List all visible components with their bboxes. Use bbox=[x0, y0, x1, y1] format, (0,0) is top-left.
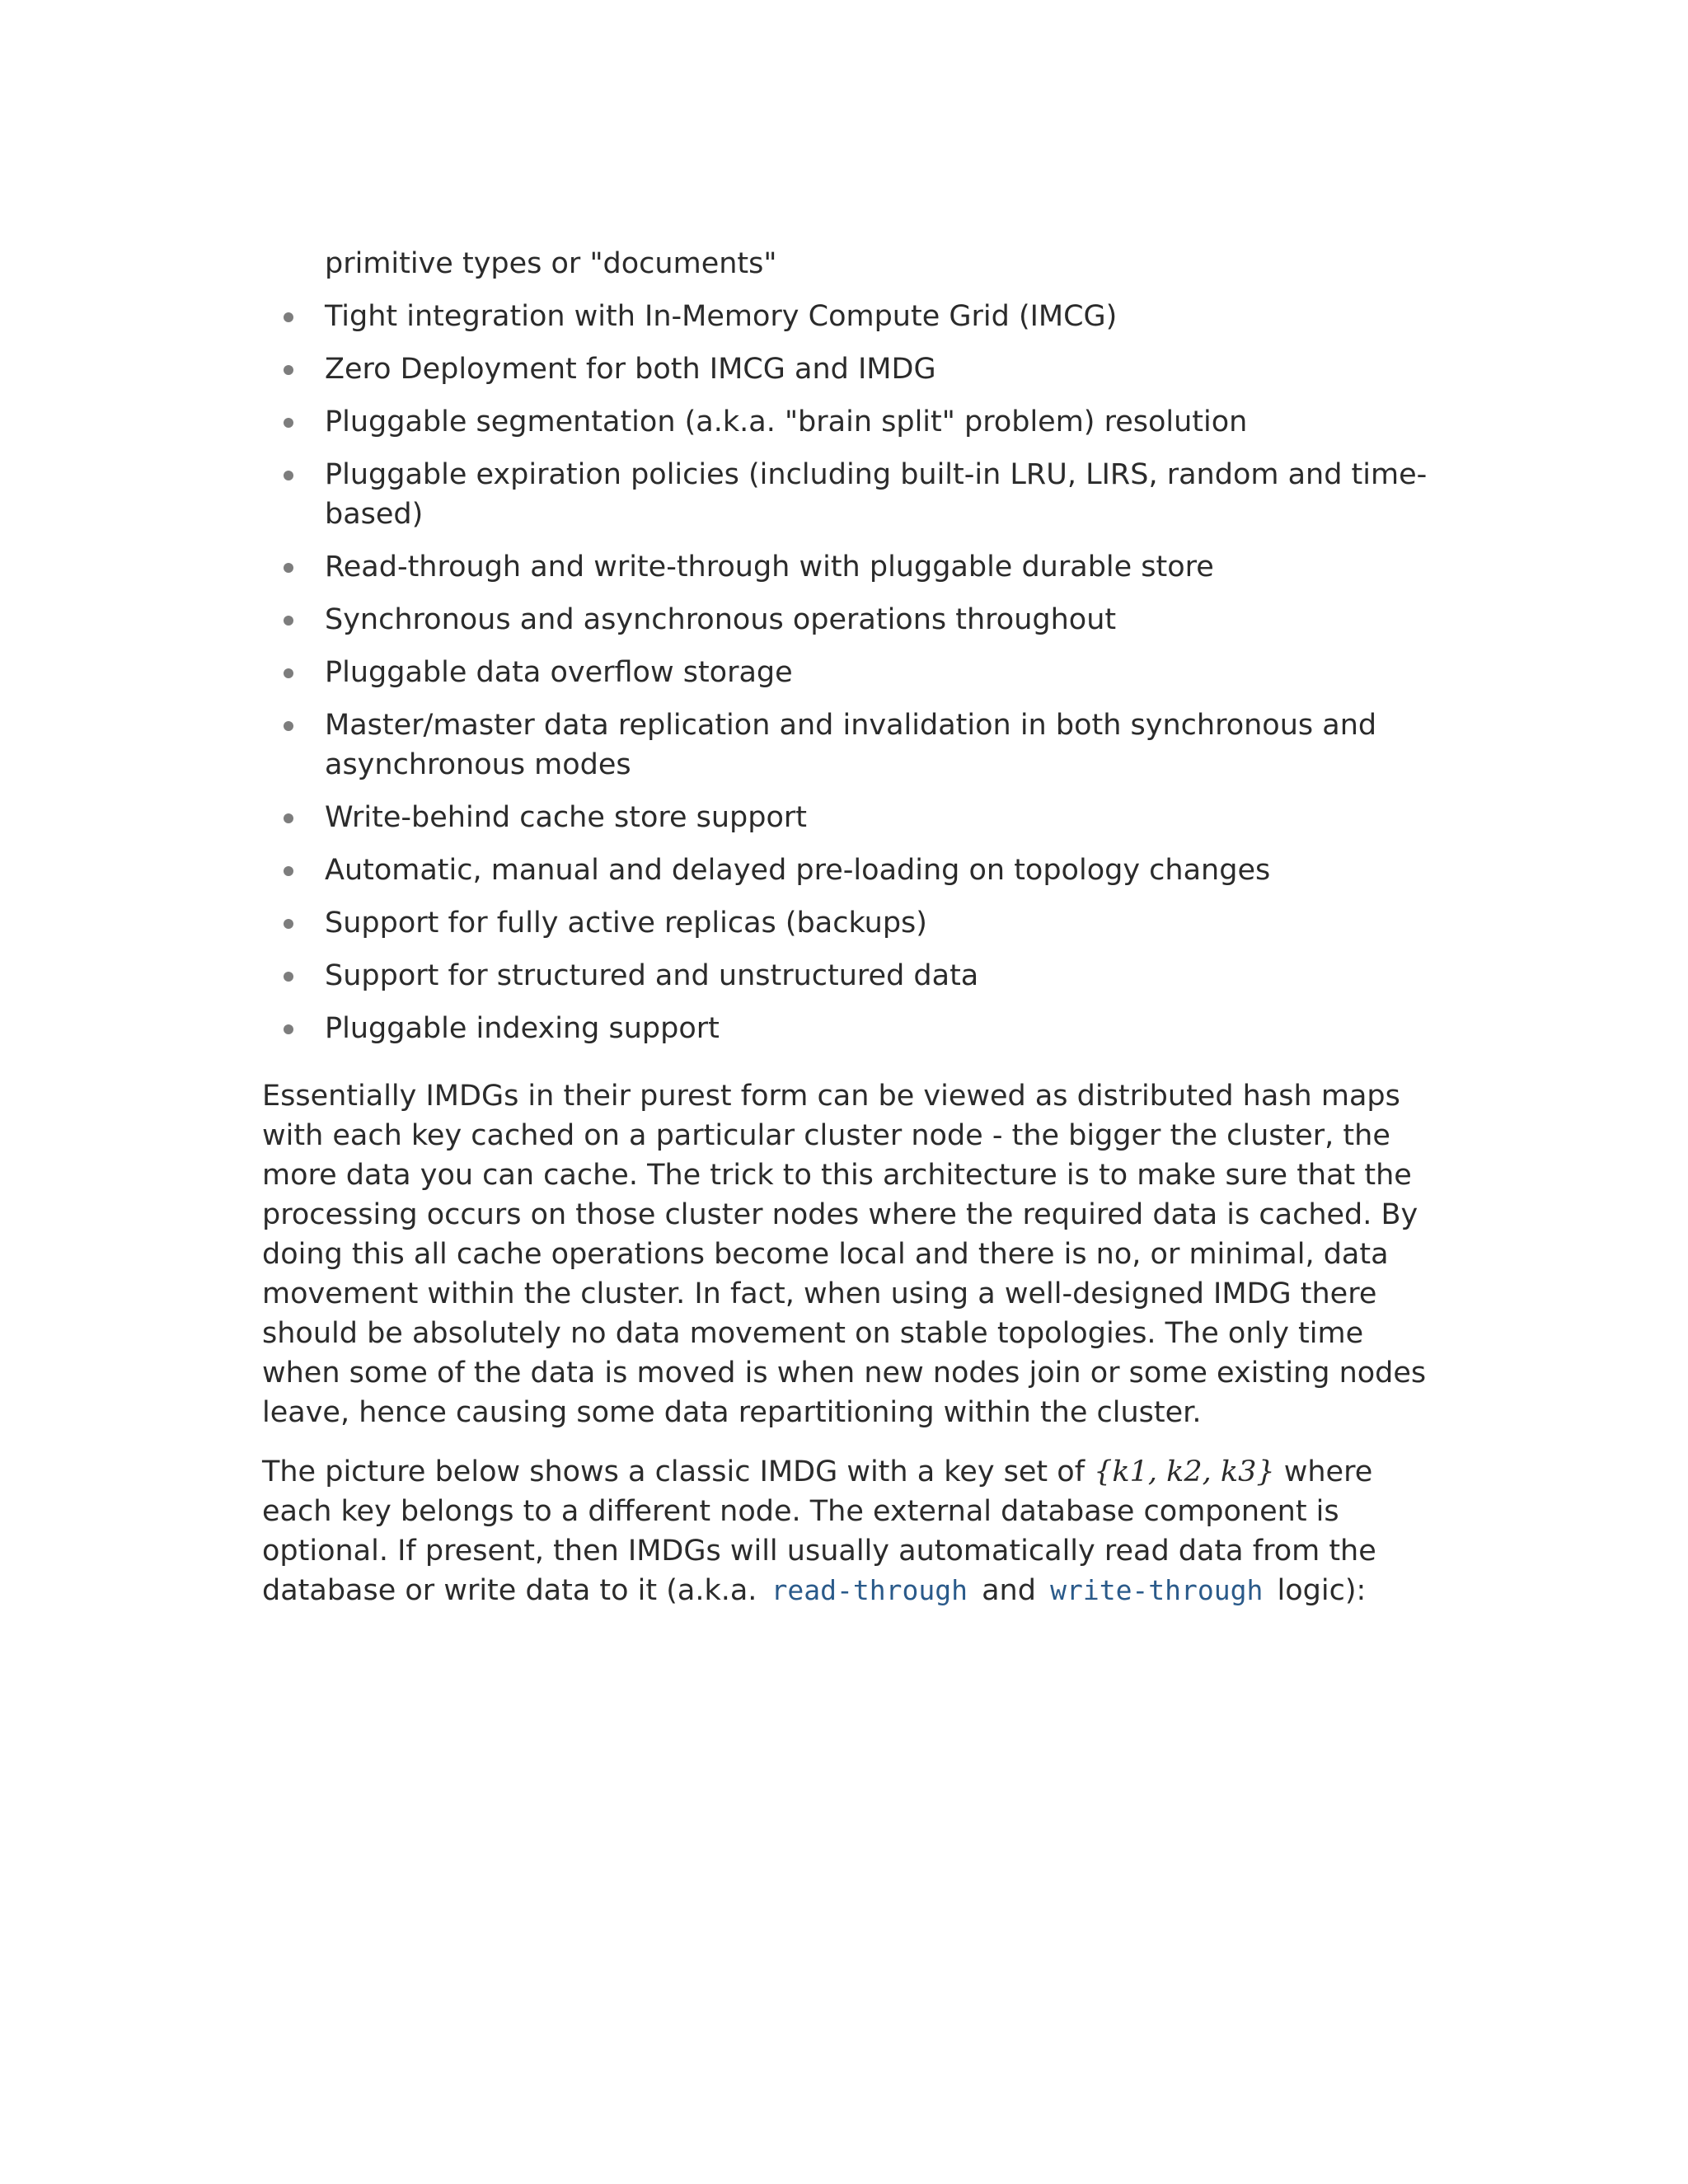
list-item-text: Support for fully active replicas (backups) bbox=[325, 907, 927, 940]
bullet-icon bbox=[284, 418, 293, 428]
bullet-icon bbox=[284, 1024, 293, 1034]
list-item-text: Tight integration with In-Memory Compute Grid (IMCG) bbox=[325, 300, 1118, 333]
bullet-icon bbox=[284, 721, 293, 731]
list-item-text: Master/master data replication and invalidation in both synchronous and asynchronous modes bbox=[325, 709, 1377, 781]
list-item-text: Write-behind cache store support bbox=[325, 801, 808, 834]
bullet-icon bbox=[284, 972, 293, 982]
key-set-text: {k1, k2, k3} bbox=[1094, 1455, 1275, 1488]
bullet-icon bbox=[284, 668, 293, 678]
bullet-icon bbox=[284, 563, 293, 573]
bullet-icon bbox=[284, 866, 293, 876]
paragraph-text: and bbox=[972, 1574, 1046, 1607]
bullet-icon bbox=[284, 312, 293, 322]
list-item bbox=[262, 402, 1432, 442]
list-item-text: Read-through and write-through with pluggable durable store bbox=[325, 551, 1214, 583]
paragraph-imdg-overview: Essentially IMDGs in their purest form can be viewed as distributed hash maps with each key cached on a particular cluster node - the bigger the cluster, the more data you can cache. The trick to this architecture is to make sure that the processing occurs on those cluster nodes where the required data is cached. By doing this all cache operations become local and there is no, or minimal, data movement within the cluster. In fact, when using a well-designed IMDG there should be absolutely no data movement on stable topologies. The only time when some of the data is moved is when new nodes join or some existing nodes leave, hence causing some data repartitioning within the cluster. bbox=[262, 1080, 1427, 1429]
list-item bbox=[262, 547, 1432, 587]
list-item-continuation: primitive types or "documents" bbox=[325, 247, 777, 280]
bullet-icon bbox=[284, 471, 293, 480]
list-item-text: Pluggable data overflow storage bbox=[325, 656, 793, 689]
code-read-through: read-through bbox=[771, 1574, 968, 1606]
list-item bbox=[262, 798, 1432, 837]
list-item-text: Zero Deployment for both IMCG and IMDG bbox=[325, 353, 936, 386]
bullet-icon bbox=[284, 365, 293, 375]
list-item bbox=[262, 600, 1432, 640]
list-item-text: Synchronous and asynchronous operations throughout bbox=[325, 603, 1117, 636]
list-item bbox=[262, 956, 1432, 996]
list-item bbox=[262, 653, 1432, 692]
paragraph-picture-intro bbox=[262, 1452, 1432, 1610]
list-item bbox=[262, 903, 1432, 943]
list-item bbox=[262, 705, 1432, 785]
list-item bbox=[262, 349, 1432, 389]
list-item-text: Pluggable segmentation (a.k.a. "brain split" problem) resolution bbox=[325, 405, 1248, 438]
code-write-through: write-through bbox=[1050, 1574, 1264, 1606]
bullet-icon bbox=[284, 813, 293, 823]
list-item-text: Support for structured and unstructured data bbox=[325, 959, 979, 992]
list-item-text: Pluggable expiration policies (including built-in LRU, LIRS, random and time-based) bbox=[325, 458, 1428, 531]
paragraph-text: The picture below shows a classic IMDG with a key set of bbox=[262, 1455, 1095, 1488]
list-item bbox=[262, 297, 1432, 336]
list-item bbox=[262, 851, 1432, 890]
bullet-icon bbox=[284, 616, 293, 626]
list-item bbox=[262, 1009, 1432, 1048]
paragraph-text: logic): bbox=[1268, 1574, 1367, 1607]
list-item-text: Automatic, manual and delayed pre-loading on topology changes bbox=[325, 854, 1271, 887]
feature-list bbox=[262, 297, 1432, 1048]
document-content bbox=[262, 244, 1432, 1610]
paragraph-text: where each key belongs to a different node. The external database component is optional. If present, then IMDGs will usually automatically read data from the database or write data to it (a.k.a. bbox=[262, 1455, 1376, 1607]
bullet-icon bbox=[284, 919, 293, 929]
list-item-text: Pluggable indexing support bbox=[325, 1012, 720, 1045]
list-item bbox=[262, 455, 1432, 534]
